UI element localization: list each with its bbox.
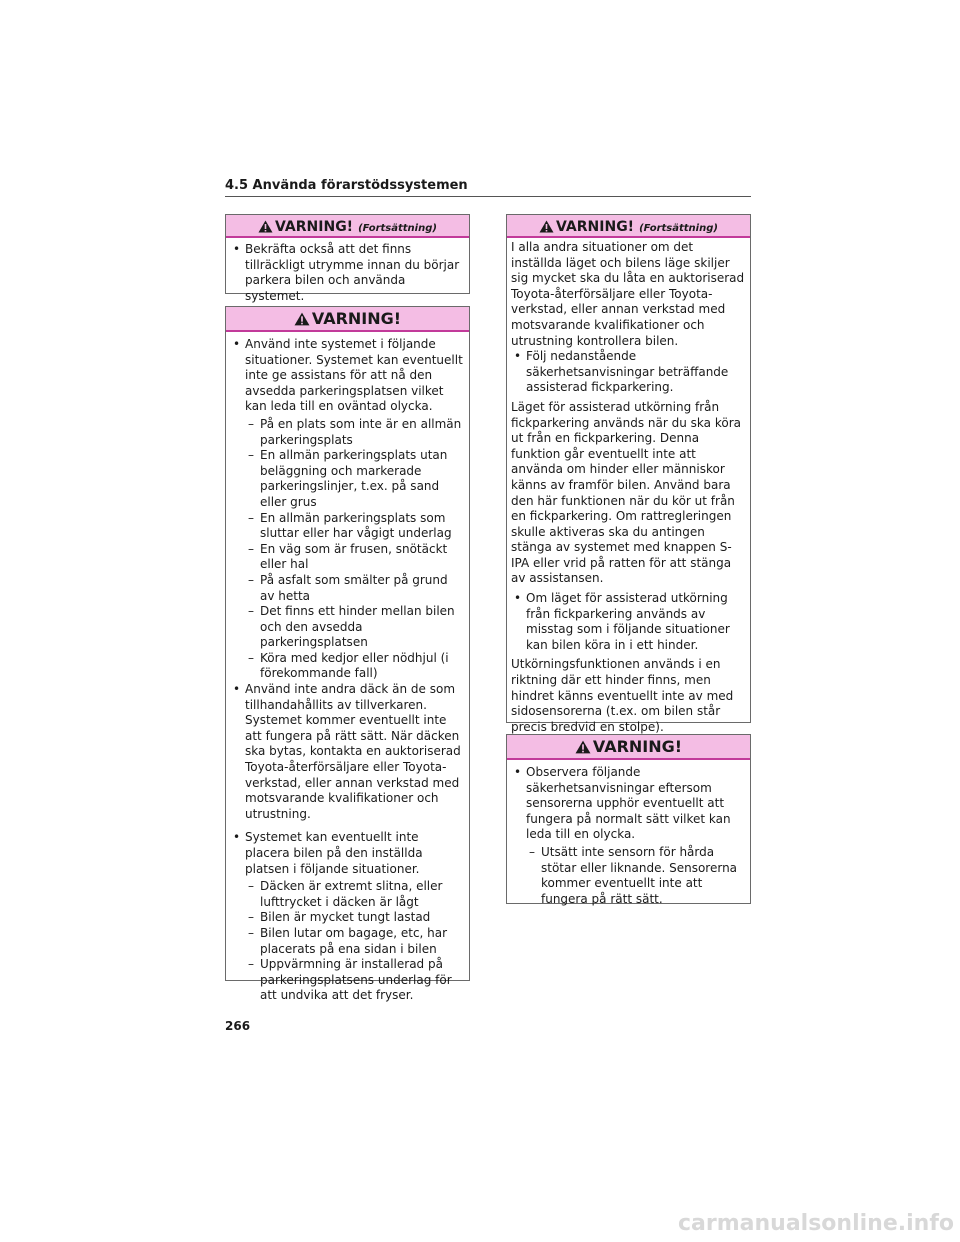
paragraph: I alla andra situationer om det inställda läget och bilens läge skiljer sig mycket ska du låta en auktoriserad Toyota-återförsäljare eller Toyota-verkstad, eller annan verkstad med motsvarande kvalifikationer och utrustning kontrollera bilen. <box>511 240 745 348</box>
warning-header <box>507 215 750 238</box>
list-item: • Bekräfta också att det finns tillräckligt utrymme innan du börjar parkera bilen och använda systemet. <box>230 242 465 304</box>
paragraph: Läget för assisterad utkörning från fickparkering används när du ska köra ut från en fickparkering. Denna funktion går eventuellt inte att använda om hinder eller människor känns av framför bilen. Använd bara den här funktionen när du kör ut från en fickparkering. Om rattregleringen skulle aktiveras ska du antingen stänga av systemet med knappen S-IPA eller vrid på ratten för att stänga av assistansen. <box>511 399 741 586</box>
warning-header <box>226 307 469 332</box>
warning-box-continued-left <box>225 214 470 303</box>
warning-box-left <box>225 306 470 1003</box>
warning-header <box>507 735 750 760</box>
sub-list-item: – En allmän parkeringsplats utan beläggning och markerade parkeringslinjer, t.ex. på sand eller grus <box>230 448 465 510</box>
sub-list-item: – Uppvärmning är installerad på parkeringsplatsens underlag för att undvika att det fryser. <box>230 957 465 1004</box>
sub-list-item: – Däcken är extremt slitna, eller lufttrycket i däcken är lågt <box>230 879 465 910</box>
warning-triangle-icon <box>575 737 591 760</box>
sub-list-item: – Bilen är mycket tungt lastad <box>230 910 465 926</box>
list-item: • Använd inte andra däck än de som tillhandahållits av tillverkaren. Systemet kommer eventuellt inte att fungera på rätt sätt. När däcken ska bytas, kontakta en auktoriserad Toyota-återförsäljare eller Toyota-verkstad, eller annan verkstad med motsvarande kvalifikationer och utrustning. <box>230 682 465 822</box>
page-number: 266 <box>225 1019 251 1033</box>
paragraph: Utkörningsfunktionen används i en riktning där ett hinder finns, men hindret känns eventuellt inte av med sidosensorerna (t.ex. om bilen står precis bredvid en stolpe). <box>511 657 734 734</box>
watermark: carmanualsonline.info <box>678 1211 954 1236</box>
sub-list-item: – Det finns ett hinder mellan bilen och den avsedda parkeringsplatsen <box>230 604 465 651</box>
continued-label: (Fortsättning) <box>358 223 437 234</box>
sub-list-item: – Utsätt inte sensorn för hårda stötar eller liknande. Sensorerna kommer eventuellt inte att fungera på rätt sätt. <box>511 845 746 907</box>
warning-triangle-icon <box>539 217 554 238</box>
list-item: • Systemet kan eventuellt inte placera bilen på den inställda platsen i följande situationer. <box>230 830 465 877</box>
warning-box-right <box>506 734 751 904</box>
list-item: • Använd inte systemet i följande situationer. Systemet kan eventuellt inte ge assistans för att nå den avsedda parkeringsplatsen vilket kan leda till en oväntad olycka. <box>230 337 465 415</box>
warning-header <box>226 215 469 238</box>
warning-title: VARNING! <box>556 219 635 235</box>
sub-list-item: – Köra med kedjor eller nödhjul (i förekommande fall) <box>230 651 465 682</box>
warning-triangle-icon <box>294 309 310 332</box>
sub-list-item: – En väg som är frusen, snötäckt eller hal <box>230 542 465 573</box>
list-item: • Följ nedanstående säkerhetsanvisningar beträffande assisterad fickparkering. <box>511 349 746 396</box>
warning-triangle-icon <box>258 217 273 238</box>
warning-title: VARNING! <box>311 309 402 328</box>
sub-list-item: – En allmän parkeringsplats som sluttar eller har vågigt underlag <box>230 511 465 542</box>
continued-label: (Fortsättning) <box>639 223 718 234</box>
list-item: • Observera följande säkerhetsanvisningar eftersom sensorerna upphör eventuellt att fungera på normalt sätt vilket kan leda till en olycka. <box>511 765 746 843</box>
sub-list-item: – På en plats som inte är en allmän parkeringsplats <box>230 417 465 448</box>
section-header: 4.5 Använda förarstödssystemen <box>225 178 751 197</box>
list-item: • Om läget för assisterad utkörning från fickparkering används av misstag som i följande situationer kan bilen köra in i ett hinder. <box>511 591 746 653</box>
sub-list-item: – På asfalt som smälter på grund av hetta <box>230 573 465 604</box>
warning-box-continued-right <box>506 214 751 734</box>
sub-list-item: – Bilen lutar om bagage, etc, har placerats på ena sidan i bilen <box>230 926 465 957</box>
warning-title: VARNING! <box>275 219 354 235</box>
warning-title: VARNING! <box>592 737 683 756</box>
